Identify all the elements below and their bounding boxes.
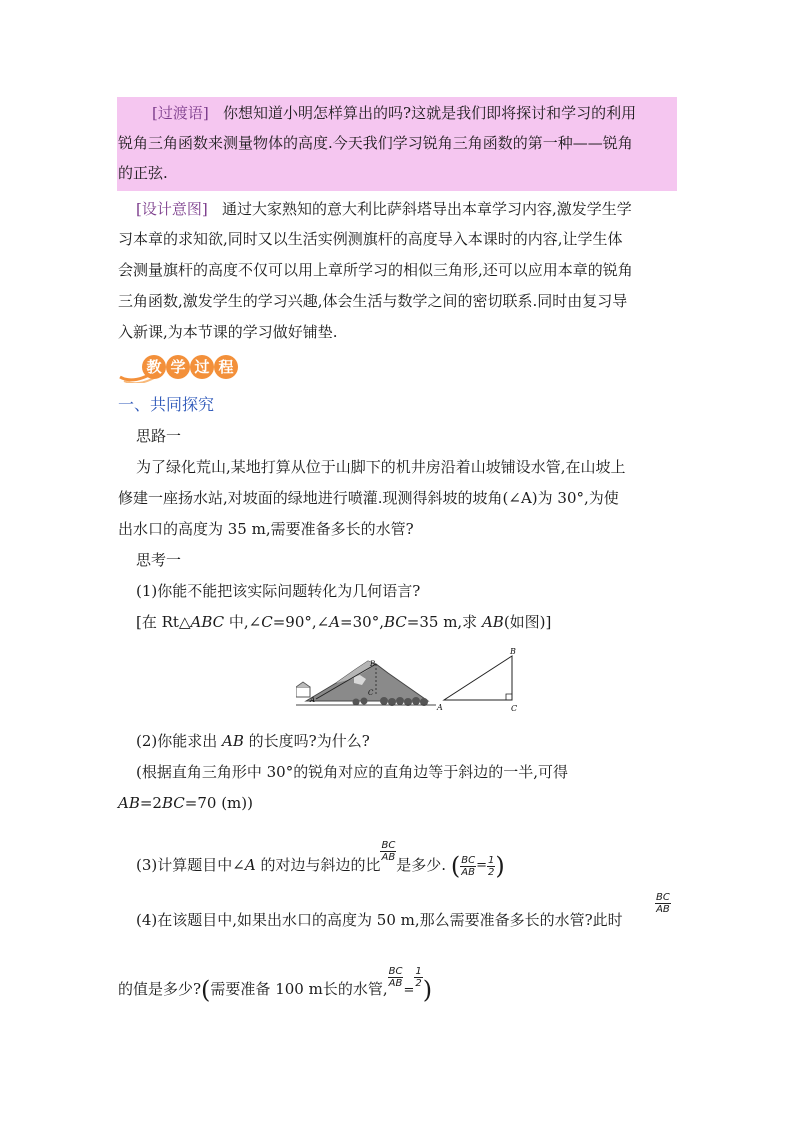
mountain-label-a: A <box>310 696 316 704</box>
badge-char-4: 程 <box>214 355 238 379</box>
triangle-label-b: B <box>510 648 516 656</box>
question-3: (3)计算题目中∠A 的对边与斜边的比 $\frac{BC}{AB}$ 是多少. ( $\frac{BC}{AB}$ = $\frac{1}{2}$ ) <box>136 840 505 880</box>
triangle-label-a: A <box>437 703 443 712</box>
triangle-label-c: C <box>511 704 518 713</box>
badge-char-1: 教 <box>142 355 166 379</box>
design-line-1: [设计意图] 通过大家熟知的意大利比萨斜塔导出本章学习内容,激发学生学 <box>136 200 632 218</box>
problem-line-1: 为了绿化荒山,某地打算从位于山脚下的机井房沿着山坡铺设水管,在山坡上 <box>136 458 626 476</box>
idea-label: 思路一 <box>136 427 182 445</box>
answer-3-fraction: $\frac{BC}{AB}$ <box>461 854 476 878</box>
design-line-2: 习本章的求知欲,同时又以生活实例测旗杆的高度导入本课时的内容,让学生体 <box>118 230 623 248</box>
badge-char-3: 过 <box>190 355 214 379</box>
question-4-line-2: 的值是多少?(需要准备 100 m长的水管, $\frac{BC}{AB}$ = $\frac{1}{2}$ ) <box>118 966 433 1004</box>
answer-3-half: $\frac{1}{2}$ <box>487 854 495 878</box>
problem-line-3: 出水口的高度为 35 m,需要准备多长的水管? <box>118 520 414 538</box>
transition-tag: [过渡语] <box>152 104 209 122</box>
fraction-bc-ab: $\frac{BC}{AB}$ <box>381 840 396 863</box>
design-line-5: 入新课,为本节课的学习做好铺垫. <box>118 323 338 341</box>
transition-line-2: 锐角三角函数来测量物体的高度.今天我们学习锐角三角函数的第一种——锐角 <box>118 134 633 152</box>
question-4-fraction: $\frac{BC}{AB}$ <box>656 892 670 915</box>
answer-4-half: $\frac{1}{2}$ <box>415 966 422 989</box>
mountain-label-b: B <box>370 660 376 668</box>
design-line-4: 三角函数,激发学生的学习兴趣,体会生活与数学之间的密切联系.同时由复习导 <box>118 292 628 310</box>
question-1: (1)你能不能把该实际问题转化为几何语言? <box>136 582 421 600</box>
question-4-line-1: (4)在该题目中,如果出水口的高度为 50 m,那么需要准备多长的水管?此时 <box>136 911 623 929</box>
section-title: 一、共同探究 <box>118 395 215 414</box>
teaching-process-badge <box>128 355 234 381</box>
answer-2-line-2: AB=2BC=70 (m)) <box>118 794 253 812</box>
design-tag: [设计意图] <box>136 200 208 218</box>
answer-4-fraction: $\frac{BC}{AB}$ <box>388 966 403 989</box>
think-label: 思考一 <box>136 551 182 569</box>
right-triangle-figure <box>434 648 524 716</box>
problem-line-2: 修建一座扬水站,对坡面的绿地进行喷灌.现测得斜坡的坡角(∠A)为 30°,为使 <box>118 489 619 507</box>
transition-line-3: 的正弦. <box>118 164 168 182</box>
question-2: (2)你能求出 AB 的长度吗?为什么? <box>136 732 370 750</box>
answer-2-line-1: (根据直角三角形中 30°的锐角对应的直角边等于斜边的一半,可得 <box>136 763 568 781</box>
answer-1: [在 Rt△ABC 中,∠C=90°,∠A=30°,BC=35 m,求 AB(如图)] <box>136 613 552 631</box>
design-line-3: 会测量旗杆的高度不仅可以用上章所学习的相似三角形,还可以应用本章的锐角 <box>118 261 633 279</box>
mountain-label-c: C <box>368 689 374 697</box>
mountain-illustration <box>296 655 436 715</box>
transition-line-1: [过渡语] 你想知道小明怎样算出的吗?这就是我们即将探讨和学习的利用 <box>152 104 637 122</box>
badge-char-2: 学 <box>166 355 190 379</box>
